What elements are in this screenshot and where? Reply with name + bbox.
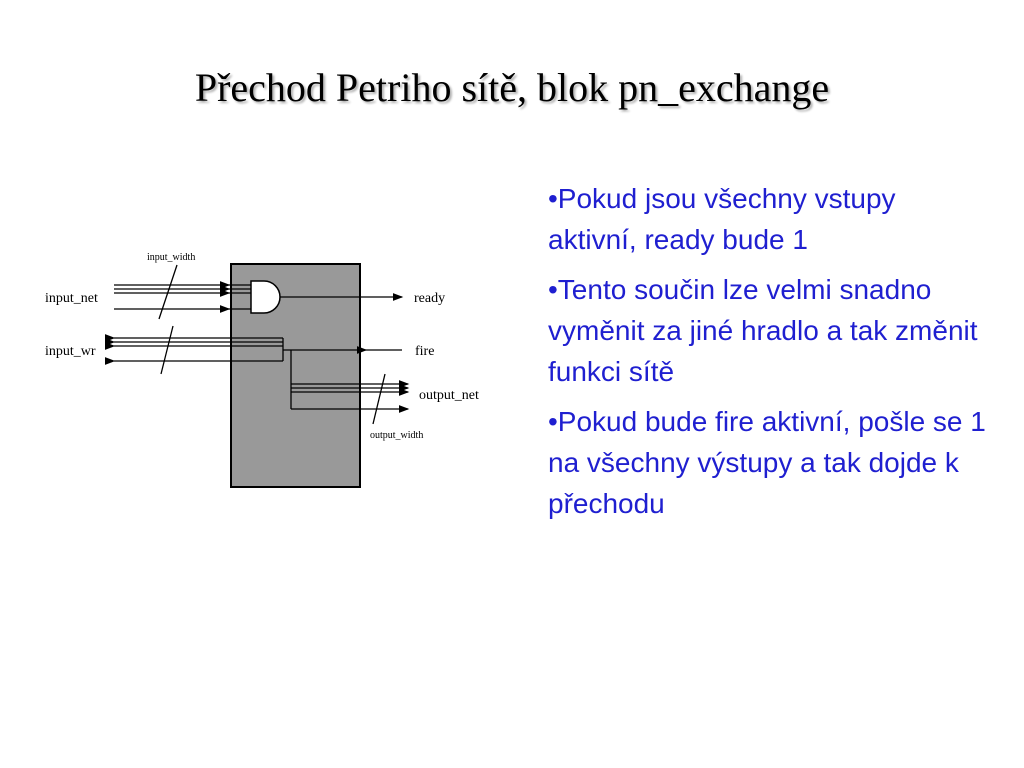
input-width-slash	[159, 265, 177, 319]
label-input-net: input_net	[45, 291, 98, 306]
bullet-item: •Pokud bude fire aktivní, pošle se 1 na všechny výstupy a tak dojde k přechodu	[548, 406, 986, 519]
label-input-wr: input_wr	[45, 344, 96, 359]
input-wr-slash	[161, 326, 173, 374]
label-output-width: output_width	[370, 430, 424, 441]
slide-title: Přechod Petriho sítě, blok pn_exchange	[194, 65, 830, 110]
and-gate	[251, 281, 280, 313]
block-diagram	[0, 0, 530, 520]
bullet-item: •Pokud jsou všechny vstupy aktivní, ready bude 1	[548, 183, 896, 255]
label-input-width: input_width	[147, 252, 196, 263]
label-ready: ready	[414, 291, 446, 306]
bullet-item: •Tento součin lze velmi snadno vyměnit za jiné hradlo a tak změnit funkci sítě	[548, 274, 978, 387]
bullet-list	[548, 178, 988, 533]
output-width-slash	[373, 374, 385, 424]
label-fire: fire	[415, 344, 435, 359]
label-output-net: output_net	[419, 388, 479, 403]
